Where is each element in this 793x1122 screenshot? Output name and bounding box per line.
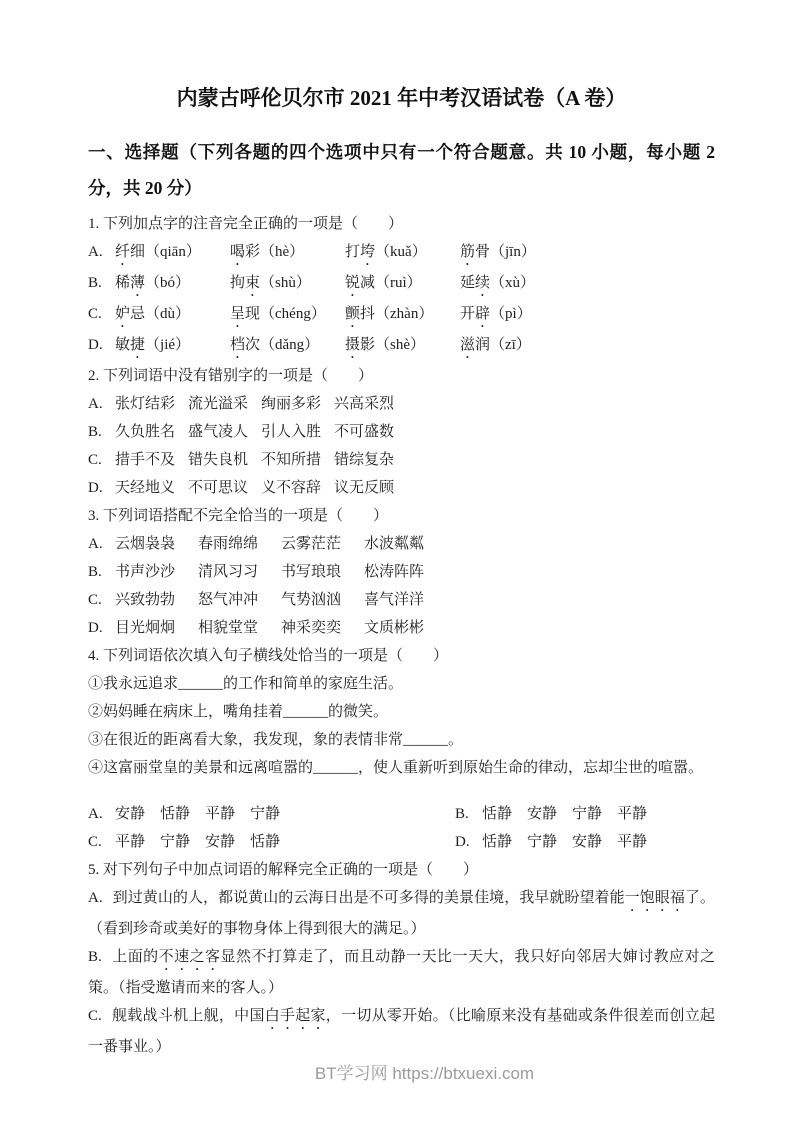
- option-word: 开辟（pì）: [460, 306, 532, 322]
- option-word: 水波粼粼: [364, 536, 425, 552]
- option-label: A.: [88, 244, 103, 260]
- question-3-option-d: [88, 614, 715, 642]
- question-2-stem: 2. 下列词语中没有错别字的一项是（ ）: [88, 368, 374, 384]
- option-label: C.: [88, 834, 102, 850]
- option-word: 神采奕奕: [281, 620, 342, 636]
- option-word: 错综复杂: [334, 452, 395, 468]
- option-word: 义不容辞: [261, 480, 322, 496]
- option-word: 拘束（shù）: [230, 275, 311, 291]
- question-5-option-c: [88, 1002, 715, 1061]
- option-word: 锐减（ruì）: [345, 275, 422, 291]
- option-label: A.: [88, 806, 103, 822]
- question-5-option-b: [88, 943, 715, 1002]
- option-word: 颤抖（zhàn）: [345, 306, 434, 322]
- question-4-option-c: [88, 828, 455, 856]
- option-word: 云烟袅袅: [115, 536, 176, 552]
- option-label: C.: [88, 452, 102, 468]
- fill-blank-item-2: ②妈妈睡在病床上，嘴角挂着______的微笑。: [88, 704, 389, 720]
- option-word: 张灯结彩: [115, 396, 176, 412]
- option-word: 筋骨（jīn）: [460, 244, 536, 260]
- option-text: 到过黄山的人，都说黄山的云海日出是不可多得的美景佳境，我早就盼望着能一饱眼福了。（看到珍奇或美好的事物身体上得到很大的满足。）: [88, 890, 715, 937]
- question-4-stem: 4. 下列词语依次填入句子横线处恰当的一项是（ ）: [88, 648, 449, 664]
- question-3-option-a: [88, 530, 715, 558]
- option-label: B.: [88, 424, 102, 440]
- option-words: 恬静 宁静 安静 平静: [482, 834, 648, 850]
- option-word: 绚丽多彩: [261, 396, 322, 412]
- option-word: 引人入胜: [261, 424, 322, 440]
- question-1-option-b: [88, 269, 715, 300]
- option-label: D.: [455, 834, 470, 850]
- option-word: 妒忌（dù）: [115, 306, 191, 322]
- section-heading: 一、选择题（下列各题的四个选项中只有一个符合题意。共 10 小题，每小题 2 分，共 20 分）: [88, 142, 715, 198]
- option-word: 打垮（kuǎ）: [345, 244, 427, 260]
- option-word: 天经地义: [115, 480, 176, 496]
- option-word: 书声沙沙: [115, 564, 176, 580]
- option-words: 安静 恬静 平静 宁静: [115, 806, 281, 822]
- option-word: 摄影（shè）: [345, 337, 426, 353]
- option-word: 措手不及: [115, 452, 176, 468]
- question-2-option-a: [88, 390, 715, 418]
- option-word: 盛气凌人: [188, 424, 249, 440]
- fill-blank-item-3: ③在很近的距离看大象，我发现，象的表情非常______。: [88, 732, 464, 748]
- option-word: 相貌堂堂: [198, 620, 259, 636]
- question-2-option-d: [88, 474, 715, 502]
- option-word: 稀薄（bó）: [115, 275, 191, 291]
- option-word: 档次（dǎng）: [230, 337, 320, 353]
- option-words: 平静 宁静 安静 恬静: [115, 834, 281, 850]
- option-label: A.: [88, 536, 103, 552]
- option-word: 喜气洋洋: [364, 592, 425, 608]
- option-word: 滋润（zī）: [460, 337, 531, 353]
- option-label: A.: [88, 890, 103, 906]
- option-label: C.: [88, 306, 102, 322]
- option-label: B.: [88, 275, 102, 291]
- option-label: C.: [88, 1008, 102, 1024]
- question-3-stem: 3. 下列词语搭配不完全恰当的一项是（ ）: [88, 508, 389, 524]
- option-word: 春雨绵绵: [198, 536, 259, 552]
- option-word: 气势汹汹: [281, 592, 342, 608]
- question-1: [88, 210, 715, 362]
- option-word: 纤细（qiān）: [115, 244, 201, 260]
- question-4-options: [88, 800, 715, 856]
- question-1-option-c: [88, 300, 715, 331]
- question-1-option-d: [88, 331, 715, 362]
- page-title: 内蒙古呼伦贝尔市 2021 年中考汉语试卷（A 卷）: [176, 86, 627, 110]
- question-1-stem: 1. 下列加点字的注音完全正确的一项是（ ）: [88, 216, 404, 232]
- option-word: 书写琅琅: [281, 564, 342, 580]
- option-word: 松涛阵阵: [364, 564, 425, 580]
- option-word: 呈现（chéng）: [230, 306, 326, 322]
- question-2: [88, 362, 715, 502]
- option-word: 怒气冲冲: [198, 592, 259, 608]
- option-label: D.: [88, 480, 103, 496]
- question-3-option-b: [88, 558, 715, 586]
- option-word: 久负胜名: [115, 424, 176, 440]
- question-4-options-row-2: [88, 828, 715, 856]
- option-word: 清风习习: [198, 564, 259, 580]
- question-4-option-a: [88, 800, 455, 828]
- option-text: 舰载战斗机上舰，中国白手起家，一切从零开始。（比喻原来没有基础或条件很差而创立起一番事业。）: [88, 1008, 715, 1055]
- option-word: 文质彬彬: [364, 620, 425, 636]
- question-3: [88, 502, 715, 642]
- option-label: B.: [88, 949, 102, 965]
- question-2-option-b: [88, 418, 715, 446]
- option-label: B.: [88, 564, 102, 580]
- option-label: D.: [88, 337, 103, 353]
- question-3-option-c: [88, 586, 715, 614]
- question-4-option-d: [455, 828, 715, 856]
- question-5-stem: 5. 对下列句子中加点词语的解释完全正确的一项是（ ）: [88, 862, 479, 878]
- option-word: 不可思议: [188, 480, 249, 496]
- fill-blank-item-1: ①我永远追求______的工作和简单的家庭生活。: [88, 676, 404, 692]
- option-word: 云雾茫茫: [281, 536, 342, 552]
- option-word: 兴高采烈: [334, 396, 395, 412]
- option-word: 兴致勃勃: [115, 592, 176, 608]
- option-word: 不可盛数: [334, 424, 395, 440]
- option-word: 喝彩（hè）: [230, 244, 305, 260]
- footer-watermark: BT学习网 https://btxuexi.com: [314, 1064, 535, 1083]
- question-4-option-b: [455, 800, 715, 828]
- option-word: 错失良机: [188, 452, 249, 468]
- question-4-options-row-1: [88, 800, 715, 828]
- option-word: 不知所措: [261, 452, 322, 468]
- question-4: [88, 642, 715, 856]
- option-label: A.: [88, 396, 103, 412]
- option-label: C.: [88, 592, 102, 608]
- option-word: 流光溢采: [188, 396, 249, 412]
- question-1-option-a: [88, 238, 715, 269]
- fill-blank-item-4: ④这富丽堂皇的美景和远离喧嚣的______，使人重新听到原始生命的律动，忘却尘世的喧嚣。: [88, 760, 704, 776]
- option-word: 延续（xù）: [460, 275, 536, 291]
- option-label: B.: [455, 806, 469, 822]
- option-label: D.: [88, 620, 103, 636]
- option-word: 敏捷（jié）: [115, 337, 191, 353]
- option-text: 上面的不速之客显然不打算走了，而且动静一天比一天大，我只好向邻居大婶讨教应对之策。（指受邀请而来的客人。）: [88, 949, 715, 996]
- question-5-option-a: [88, 884, 715, 943]
- option-words: 恬静 安静 宁静 平静: [482, 806, 648, 822]
- question-5: [88, 856, 715, 1061]
- option-word: 目光炯炯: [115, 620, 176, 636]
- option-word: 议无反顾: [334, 480, 395, 496]
- question-2-option-c: [88, 446, 715, 474]
